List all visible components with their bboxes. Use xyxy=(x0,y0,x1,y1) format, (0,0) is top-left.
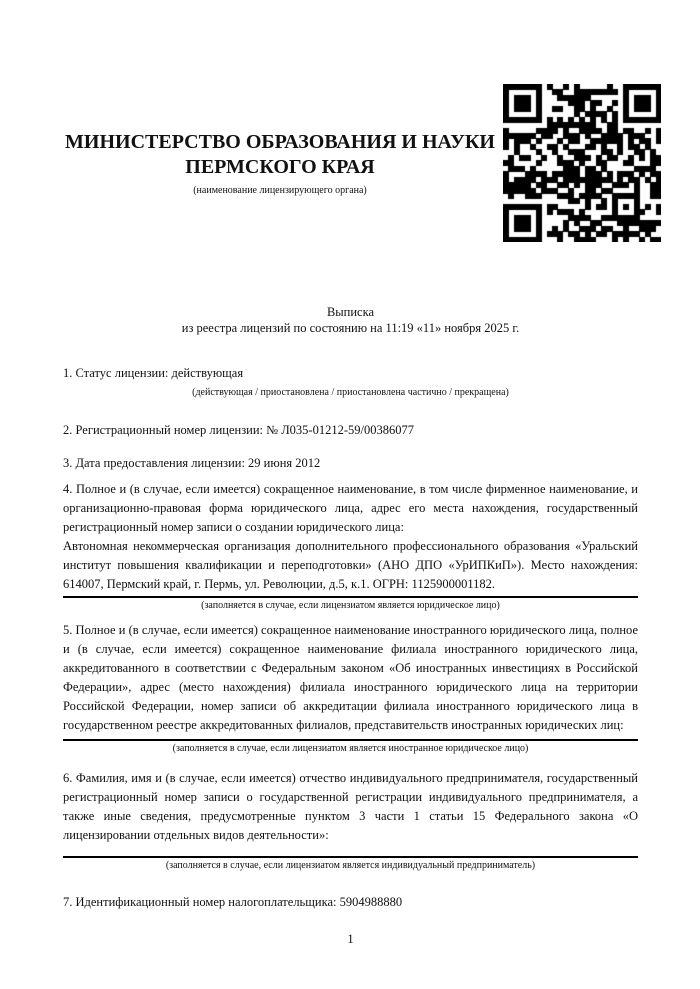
legal-entity-caption: (заполняется в случае, если лицензиатом является юридическое лицо) xyxy=(201,600,500,611)
subject-title: Выписка xyxy=(326,305,375,319)
registration-number-line: 2. Регистрационный номер лицензии: № Л035-01212-59/00386077 xyxy=(63,423,414,437)
foreign-entity-rule xyxy=(63,739,638,741)
license-status-line: 1. Статус лицензии: действующая xyxy=(63,366,244,380)
document-body xyxy=(63,300,638,949)
ministry-caption: (наименование лицензирующего органа) xyxy=(193,185,367,196)
entrepreneur-paragraph: 6. Фамилия, имя и (в случае, если имеется) отчество индивидуального предпринимателя, государственный регистрационный номер записи о государственной регистрации индивидуального предпринимателя, а также иные сведения, предусмотренные пунктом 3 части 1 статьи 15 Федерального закона «О лицензировании отдельных видов деятельности»: xyxy=(63,771,638,842)
entrepreneur-caption: (заполняется в случае, если лицензиатом является индивидуальный предприниматель) xyxy=(165,860,536,871)
document-header xyxy=(60,130,500,197)
legal-entity-value: Автономная некоммерческая организация дополнительного профессионального образования «Уральский институт повышения квалификации и переподготовки» (АНО ДПО «УрИПКиП»). Место нахождения: 614007, Пермский край, г. Пермь, ул. Революции, д.5, к.1. ОГРН: 1125900001182. xyxy=(63,539,638,591)
legal-entity-rule xyxy=(63,596,638,598)
legal-entity-label: 4. Полное и (в случае, если имеется) сокращенное наименование, в том числе фирменное наименование, и организационно-правовая форма юридического лица, адрес его места нахождения, государственный регистрационный номер записи о создании юридического лица: xyxy=(63,482,638,534)
document-subject xyxy=(63,300,638,336)
taxpayer-id-line: 7. Идентификационный номер налогоплательщика: 5904988880 xyxy=(63,895,403,909)
foreign-entity-caption: (заполняется в случае, если лицензиатом является иностранное юридическое лицо) xyxy=(172,743,529,754)
page-number: 1 xyxy=(347,932,354,946)
legal-entity-paragraph xyxy=(63,480,638,594)
license-date-line: 3. Дата предоставления лицензии: 29 июня 2012 xyxy=(63,456,321,470)
ministry-title-line2: ПЕРМСКОГО КРАЯ xyxy=(185,156,375,178)
qr-code-icon xyxy=(503,84,661,242)
license-status-caption: (действующая / приостановлена / приостановлена частично / прекращена) xyxy=(192,387,509,398)
subject-subtitle: из реестра лицензий по состоянию на 11:19 «11» ноября 2025 г. xyxy=(181,321,520,335)
ministry-title-line1: МИНИСТЕРСТВО ОБРАЗОВАНИЯ И НАУКИ xyxy=(65,131,495,153)
foreign-entity-paragraph: 5. Полное и (в случае, если имеется) сокращенное наименование иностранного юридического лица, полное и (в случае, если имеется) сокращенное наименование филиала иностранного юридического лица, аккредитованного в соответствии с Федеральным законом «Об иностранных инвестициях в Российской Федерации», адрес (место нахождения) филиала иностранного юридического лица на территории Российской Федерации, номер записи об аккредитации филиала иностранного юридического лица в государственном реестре аккредитованных филиалов, представительств иностранных юридических лиц: xyxy=(63,623,638,732)
ministry-title xyxy=(60,130,500,180)
entrepreneur-rule xyxy=(63,856,638,858)
